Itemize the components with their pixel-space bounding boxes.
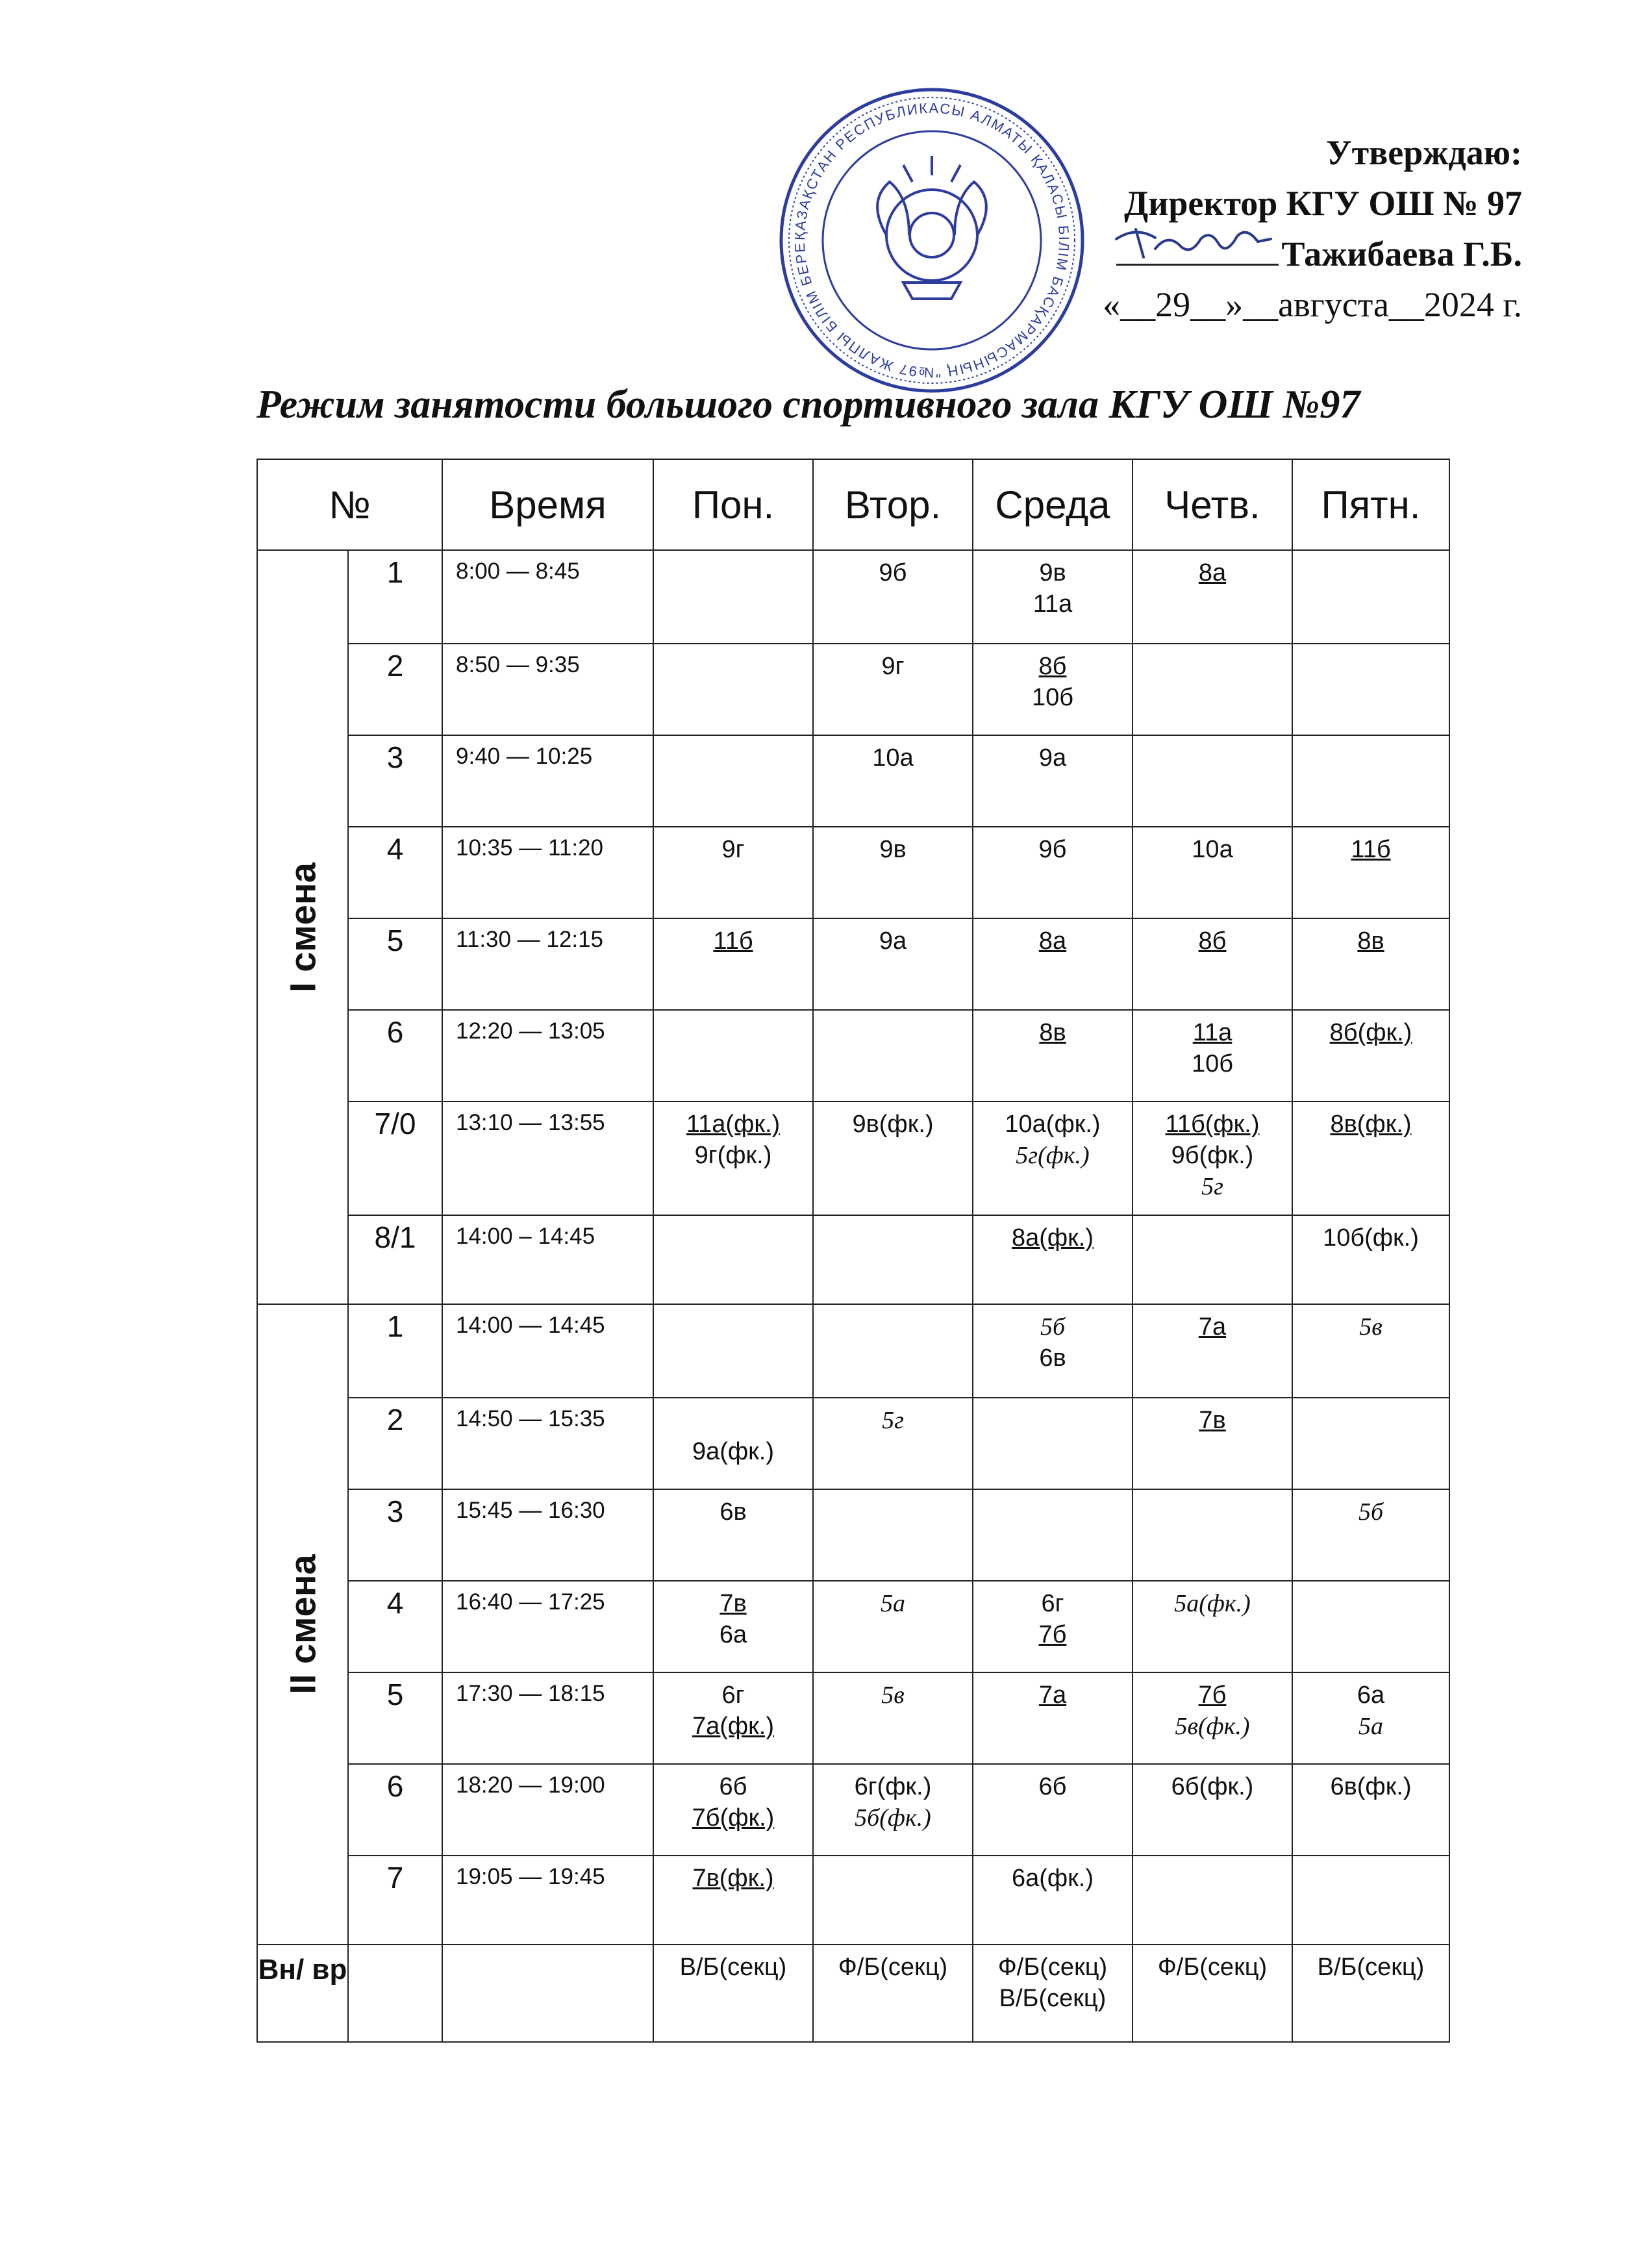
class-cell [1133, 1304, 1292, 1398]
class-entry: 5а [881, 1590, 905, 1617]
class-cell [1133, 1764, 1292, 1856]
class-entry: 9г [881, 653, 905, 680]
class-cell [653, 1304, 813, 1398]
class-cell [653, 1010, 813, 1102]
document-title: Режим занятости большого спортивного зала КГУ ОШ №97 [257, 383, 1360, 427]
class-entry: 6в [720, 1498, 747, 1526]
table-row [257, 550, 1449, 644]
lesson-number: 4 [348, 1581, 442, 1672]
lesson-time: 15:45 — 16:30 [442, 1489, 653, 1581]
class-entry: 6г [721, 1682, 745, 1709]
class-cell [973, 1398, 1133, 1489]
approval-block [1103, 127, 1522, 330]
class-entry: 9г [721, 836, 745, 863]
lesson-time: 9:40 — 10:25 [442, 735, 653, 827]
class-entry: 6г [1041, 1590, 1064, 1617]
class-cell [813, 1856, 973, 1945]
class-cell [973, 827, 1133, 918]
class-cell [973, 1489, 1133, 1581]
class-cell [1292, 1489, 1449, 1581]
class-cell [653, 1764, 813, 1856]
class-cell [813, 1304, 973, 1398]
class-entry: 8а [1198, 559, 1227, 586]
class-entry: 10а(фк.) [1005, 1111, 1101, 1138]
class-entry: 6а [1357, 1682, 1385, 1709]
class-cell [653, 644, 813, 735]
class-cell [653, 918, 813, 1010]
table-row [257, 1764, 1449, 1856]
class-entry: 9в(фк.) [852, 1111, 934, 1138]
director-name: Тажибаева Г.Б. [1281, 234, 1522, 273]
class-entry: 7в(фк.) [692, 1865, 774, 1892]
class-cell [973, 1764, 1133, 1856]
class-entry: 10а [1192, 836, 1233, 863]
section-cell [653, 1945, 813, 2042]
class-entry: 9б(фк.) [1171, 1142, 1254, 1169]
lesson-number: 6 [348, 1764, 442, 1856]
class-cell [1292, 550, 1449, 644]
lesson-time: 18:20 — 19:00 [442, 1764, 653, 1856]
class-entry: 8в [1357, 927, 1384, 955]
director-title: Директор КГУ ОШ № 97 [1124, 184, 1522, 223]
class-entry: 5г [882, 1407, 904, 1434]
class-cell [1292, 1304, 1449, 1398]
lesson-time: 12:20 — 13:05 [442, 1010, 653, 1102]
lesson-time: 8:50 — 9:35 [442, 644, 653, 735]
handwritten-signature [1110, 220, 1279, 265]
table-row [257, 827, 1449, 918]
class-cell [653, 550, 813, 644]
table-row [257, 1010, 1449, 1102]
class-cell [973, 735, 1133, 827]
schedule-table [257, 459, 1450, 2043]
class-entry: 6в(фк.) [1330, 1773, 1412, 1800]
class-cell [1133, 918, 1292, 1010]
shift-label: II смена [282, 1554, 323, 1694]
section-cell [973, 1945, 1133, 2042]
stamp-seal-icon [776, 84, 1088, 396]
section-cell [1292, 1945, 1449, 2042]
class-cell [813, 827, 973, 918]
class-cell [1292, 1398, 1449, 1489]
class-cell [973, 918, 1133, 1010]
class-entry: 11а [1192, 1019, 1233, 1046]
class-entry: 9б [879, 559, 907, 586]
table-row [257, 735, 1449, 827]
class-cell [813, 1010, 973, 1102]
class-entry: 11а(фк.) [686, 1111, 781, 1138]
class-entry: 9а(фк.) [692, 1438, 775, 1465]
lesson-time: 8:00 — 8:45 [442, 550, 653, 644]
class-cell [1133, 550, 1292, 644]
class-cell [1292, 1215, 1449, 1304]
class-cell [813, 1672, 973, 1764]
class-entry: 5в [1359, 1313, 1383, 1341]
section-entry: Ф/Б(секц) [838, 1954, 948, 1981]
extracurricular-label: Вн/ вр [257, 1945, 348, 2042]
lesson-time: 14:00 – 14:45 [442, 1215, 653, 1304]
class-entry: 5б [1358, 1498, 1384, 1526]
lesson-number: 3 [348, 1489, 442, 1581]
class-entry: 8а [1038, 927, 1067, 955]
class-entry: 11б(фк.) [1165, 1111, 1260, 1138]
header-wednesday: Среда [973, 459, 1133, 550]
class-cell [1292, 735, 1449, 827]
table-row [257, 1489, 1449, 1581]
class-cell [973, 550, 1133, 644]
header-tuesday: Втор. [813, 459, 973, 550]
class-cell [1133, 1215, 1292, 1304]
class-cell [653, 1856, 813, 1945]
class-cell [1133, 1672, 1292, 1764]
class-entry: 7б [1038, 1621, 1067, 1648]
class-cell [1292, 1764, 1449, 1856]
lesson-time: 17:30 — 18:15 [442, 1672, 653, 1764]
class-entry: 6б(фк.) [1171, 1773, 1254, 1800]
section-entry: В/Б(секц) [999, 1985, 1107, 2012]
class-cell [1292, 644, 1449, 735]
table-row [257, 1215, 1449, 1304]
class-entry: 5в [881, 1682, 905, 1709]
class-entry: 5г(фк.) [1016, 1142, 1090, 1169]
table-row [257, 918, 1449, 1010]
table-row [257, 644, 1449, 735]
section-entry: Ф/Б(секц) [1157, 1954, 1268, 1981]
class-entry: 8б [1198, 927, 1227, 955]
header-time: Время [442, 459, 653, 550]
section-entry: Ф/Б(секц) [997, 1954, 1108, 1981]
class-entry: 9г(фк.) [694, 1142, 772, 1169]
class-entry: 6в [1039, 1344, 1066, 1372]
school-stamp [776, 84, 1088, 396]
class-entry: 7в [720, 1590, 747, 1617]
class-cell [1292, 918, 1449, 1010]
class-entry: 7б [1198, 1682, 1227, 1709]
table-row [257, 1581, 1449, 1672]
svg-text:ҚАЗАҚСТАН РЕСПУБЛИКАСЫ АЛМАТЫ [776, 84, 1072, 381]
class-cell [1292, 827, 1449, 918]
class-entry: 9в [879, 836, 907, 863]
section-cell [813, 1945, 973, 2042]
class-cell [813, 644, 973, 735]
lesson-time: 13:10 — 13:55 [442, 1102, 653, 1215]
lesson-number: 1 [348, 550, 442, 644]
class-cell [813, 1489, 973, 1581]
lesson-time: 19:05 — 19:45 [442, 1856, 653, 1945]
class-cell [1133, 1856, 1292, 1945]
lesson-time: 14:50 — 15:35 [442, 1398, 653, 1489]
schedule-body [257, 550, 1449, 2042]
class-entry: 5а(фк.) [1174, 1590, 1251, 1617]
header-thursday: Четв. [1133, 459, 1292, 550]
director-signature-line [1103, 229, 1522, 279]
shift-label-cell [257, 550, 348, 1304]
class-entry: 10б [1031, 684, 1074, 711]
class-cell [1292, 1102, 1449, 1215]
class-cell [653, 735, 813, 827]
class-cell [813, 1398, 973, 1489]
lesson-number: 4 [348, 827, 442, 918]
class-cell [1292, 1672, 1449, 1764]
class-entry: 5в(фк.) [1175, 1713, 1250, 1740]
class-entry: 10б(фк.) [1323, 1224, 1419, 1252]
lesson-number: 5 [348, 1672, 442, 1764]
class-cell [1133, 1581, 1292, 1672]
class-cell [813, 1215, 973, 1304]
class-cell [1292, 1856, 1449, 1945]
table-row [257, 1856, 1449, 1945]
class-cell [1292, 1010, 1449, 1102]
class-cell [973, 1672, 1133, 1764]
signature-underline [1116, 229, 1279, 266]
class-entry: 11б [713, 927, 753, 955]
class-entry: 8в(фк.) [1330, 1111, 1412, 1138]
class-entry: 8б [1038, 653, 1067, 680]
stamp-text: ҚАЗАҚСТАН РЕСПУБЛИКАСЫ АЛМАТЫ ҚАЛАСЫ БІЛІМ БАСҚАРМАСЫНЫҢ "№97 ЖАЛПЫ БІЛІМ БЕРЕ [791, 99, 1073, 381]
class-cell [813, 1581, 973, 1672]
class-cell [813, 735, 973, 827]
class-entry [654, 1405, 812, 1436]
table-header-row [257, 459, 1449, 550]
class-cell [973, 1010, 1133, 1102]
class-entry: 10а [872, 744, 914, 772]
class-cell [653, 1102, 813, 1215]
empty-cell [442, 1945, 653, 2042]
class-cell [813, 918, 973, 1010]
class-cell [1133, 1010, 1292, 1102]
class-entry: 5б [1040, 1313, 1066, 1341]
class-cell [973, 1304, 1133, 1398]
shift-label-cell [257, 1304, 348, 1945]
lesson-time: 10:35 — 11:20 [442, 827, 653, 918]
class-cell [653, 1489, 813, 1581]
extracurricular-row [257, 1945, 1449, 2042]
class-entry: 9а [1038, 744, 1067, 772]
table-row [257, 1304, 1449, 1398]
lesson-number: 7 [348, 1856, 442, 1945]
class-entry: 7а [1198, 1313, 1227, 1341]
class-entry: 6б [1038, 1773, 1067, 1800]
class-entry: 5г [1201, 1173, 1223, 1200]
lesson-number: 3 [348, 735, 442, 827]
class-cell [813, 1764, 973, 1856]
class-entry: 10б [1191, 1050, 1234, 1077]
class-entry: 6г(фк.) [854, 1773, 932, 1800]
table-row [257, 1672, 1449, 1764]
class-cell [1133, 827, 1292, 918]
class-entry: 8а(фк.) [1011, 1224, 1094, 1252]
class-cell [973, 1102, 1133, 1215]
class-entry: 6а(фк.) [1011, 1865, 1094, 1892]
lesson-number: 2 [348, 1398, 442, 1489]
lesson-number: 7/0 [348, 1102, 442, 1215]
lesson-number: 5 [348, 918, 442, 1010]
header-monday: Пон. [653, 459, 813, 550]
section-entry: В/Б(секц) [679, 1954, 787, 1981]
class-cell [1133, 1489, 1292, 1581]
class-entry: 7а(фк.) [692, 1713, 775, 1740]
class-entry: 8в [1039, 1019, 1066, 1046]
lesson-number: 6 [348, 1010, 442, 1102]
empty-cell [348, 1945, 442, 2042]
lesson-number: 8/1 [348, 1215, 442, 1304]
class-entry: 11а [1032, 590, 1073, 618]
class-entry: 7а [1038, 1682, 1067, 1709]
class-entry: 9а [879, 927, 907, 955]
class-entry: 11б [1351, 836, 1391, 863]
class-cell [973, 1856, 1133, 1945]
class-cell [1133, 1398, 1292, 1489]
class-cell [1292, 1581, 1449, 1672]
class-entry: 6а [719, 1621, 747, 1648]
lesson-time: 16:40 — 17:25 [442, 1581, 653, 1672]
section-entry: В/Б(секц) [1317, 1954, 1425, 1981]
lesson-number: 1 [348, 1304, 442, 1398]
class-cell [973, 1215, 1133, 1304]
approval-date: «__29__»__августа__2024 г. [1103, 285, 1522, 324]
class-cell [653, 1215, 813, 1304]
approval-heading: Утверждаю: [1325, 133, 1522, 172]
class-cell [1133, 1102, 1292, 1215]
header-friday: Пятн. [1292, 459, 1449, 550]
lesson-time: 14:00 — 14:45 [442, 1304, 653, 1398]
class-cell [1133, 735, 1292, 827]
class-cell [1133, 644, 1292, 735]
lesson-number: 2 [348, 644, 442, 735]
class-cell [813, 1102, 973, 1215]
class-entry: 7в [1199, 1407, 1226, 1434]
table-row [257, 1398, 1449, 1489]
class-cell [653, 827, 813, 918]
class-entry: 7б(фк.) [692, 1804, 775, 1832]
class-entry: 5а [1358, 1713, 1383, 1740]
class-cell [973, 1581, 1133, 1672]
class-cell [653, 1398, 813, 1489]
header-number: № [257, 459, 442, 550]
class-entry: 9б [1038, 836, 1067, 863]
class-cell [813, 550, 973, 644]
shift-label: I смена [282, 862, 323, 992]
class-entry: 5б(фк.) [855, 1804, 931, 1832]
class-entry: 6б [719, 1773, 747, 1800]
table-row [257, 1102, 1449, 1215]
class-entry: 9в [1039, 559, 1066, 586]
class-cell [973, 644, 1133, 735]
class-cell [653, 1672, 813, 1764]
class-cell [653, 1581, 813, 1672]
lesson-time: 11:30 — 12:15 [442, 918, 653, 1010]
section-cell [1133, 1945, 1292, 2042]
class-entry: 8б(фк.) [1329, 1019, 1412, 1046]
